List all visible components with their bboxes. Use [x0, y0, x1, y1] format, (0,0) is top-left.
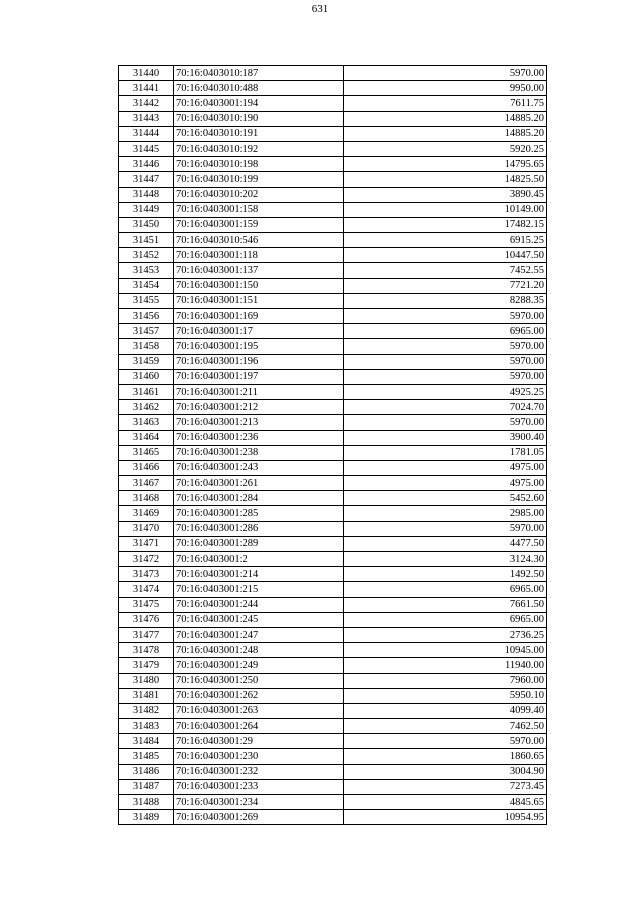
- row-number: 31443: [119, 111, 174, 126]
- value-cell: 4975.00: [344, 476, 547, 491]
- table-row: [119, 400, 547, 415]
- table-row: [119, 309, 547, 324]
- cadastral-number: 70:16:0403001:261: [174, 476, 344, 491]
- table-row: [119, 339, 547, 354]
- table-body: [119, 66, 547, 825]
- value-cell: 7661.50: [344, 597, 547, 612]
- table-row: [119, 172, 547, 187]
- table-row: [119, 460, 547, 475]
- table-row: [119, 506, 547, 521]
- cadastral-number: 70:16:0403001:118: [174, 248, 344, 263]
- cadastral-number: 70:16:0403001:233: [174, 779, 344, 794]
- cadastral-number: 70:16:0403001:29: [174, 734, 344, 749]
- cadastral-number: 70:16:0403001:284: [174, 491, 344, 506]
- table-row: [119, 734, 547, 749]
- value-cell: 1781.05: [344, 445, 547, 460]
- row-number: 31468: [119, 491, 174, 506]
- row-number: 31451: [119, 233, 174, 248]
- table-row: [119, 810, 547, 825]
- table-row: [119, 354, 547, 369]
- value-cell: 7960.00: [344, 673, 547, 688]
- value-cell: 4975.00: [344, 460, 547, 475]
- cadastral-number: 70:16:0403001:195: [174, 339, 344, 354]
- table-row: [119, 673, 547, 688]
- table-row: [119, 536, 547, 551]
- row-number: 31479: [119, 658, 174, 673]
- cadastral-number: 70:16:0403001:214: [174, 567, 344, 582]
- cadastral-number: 70:16:0403010:192: [174, 141, 344, 156]
- cadastral-number: 70:16:0403010:187: [174, 66, 344, 81]
- cadastral-number: 70:16:0403001:197: [174, 369, 344, 384]
- cadastral-number: 70:16:0403001:269: [174, 810, 344, 825]
- value-cell: 10945.00: [344, 643, 547, 658]
- value-cell: 3900.40: [344, 430, 547, 445]
- row-number: 31488: [119, 795, 174, 810]
- row-number: 31466: [119, 460, 174, 475]
- cadastral-number: 70:16:0403001:250: [174, 673, 344, 688]
- table-row: [119, 141, 547, 156]
- table-row: [119, 126, 547, 141]
- value-cell: 5970.00: [344, 66, 547, 81]
- value-cell: 5920.25: [344, 141, 547, 156]
- cadastral-number: 70:16:0403001:169: [174, 309, 344, 324]
- table-row: [119, 111, 547, 126]
- value-cell: 14885.20: [344, 111, 547, 126]
- table-row: [119, 430, 547, 445]
- table-row: [119, 324, 547, 339]
- cadastral-number: 70:16:0403001:230: [174, 749, 344, 764]
- row-number: 31452: [119, 248, 174, 263]
- cadastral-number: 70:16:0403001:245: [174, 612, 344, 627]
- cadastral-number: 70:16:0403001:289: [174, 536, 344, 551]
- table-row: [119, 688, 547, 703]
- table-row: [119, 248, 547, 263]
- cadastral-number: 70:16:0403001:286: [174, 521, 344, 536]
- value-cell: 7273.45: [344, 779, 547, 794]
- table-row: [119, 703, 547, 718]
- row-number: 31472: [119, 552, 174, 567]
- table-row: [119, 658, 547, 673]
- table-row: [119, 795, 547, 810]
- cadastral-number: 70:16:0403010:546: [174, 233, 344, 248]
- row-number: 31459: [119, 354, 174, 369]
- value-cell: 5970.00: [344, 339, 547, 354]
- row-number: 31460: [119, 369, 174, 384]
- cadastral-number: 70:16:0403001:263: [174, 703, 344, 718]
- row-number: 31458: [119, 339, 174, 354]
- table-row: [119, 384, 547, 399]
- row-number: 31474: [119, 582, 174, 597]
- cadastral-number: 70:16:0403001:196: [174, 354, 344, 369]
- value-cell: 3004.90: [344, 764, 547, 779]
- table-row: [119, 96, 547, 111]
- table-row: [119, 597, 547, 612]
- value-cell: 5452.60: [344, 491, 547, 506]
- value-cell: 7452.55: [344, 263, 547, 278]
- row-number: 31473: [119, 567, 174, 582]
- row-number: 31441: [119, 81, 174, 96]
- value-cell: 7462.50: [344, 719, 547, 734]
- table-row: [119, 567, 547, 582]
- row-number: 31454: [119, 278, 174, 293]
- value-cell: 9950.00: [344, 81, 547, 96]
- value-cell: 2985.00: [344, 506, 547, 521]
- value-cell: 14795.65: [344, 157, 547, 172]
- row-number: 31455: [119, 293, 174, 308]
- table-row: [119, 719, 547, 734]
- row-number: 31467: [119, 476, 174, 491]
- value-cell: 14885.20: [344, 126, 547, 141]
- table-row: [119, 627, 547, 642]
- cadastral-number: 70:16:0403001:150: [174, 278, 344, 293]
- table-row: [119, 157, 547, 172]
- value-cell: 5970.00: [344, 415, 547, 430]
- cadastral-number: 70:16:0403010:202: [174, 187, 344, 202]
- table-row: [119, 552, 547, 567]
- value-cell: 6915.25: [344, 233, 547, 248]
- row-number: 31444: [119, 126, 174, 141]
- row-number: 31465: [119, 445, 174, 460]
- row-number: 31457: [119, 324, 174, 339]
- table-row: [119, 476, 547, 491]
- value-cell: 5970.00: [344, 309, 547, 324]
- cadastral-number: 70:16:0403010:190: [174, 111, 344, 126]
- value-cell: 14825.50: [344, 172, 547, 187]
- table-row: [119, 81, 547, 96]
- value-cell: 10954.95: [344, 810, 547, 825]
- table-row: [119, 233, 547, 248]
- row-number: 31450: [119, 217, 174, 232]
- row-number: 31464: [119, 430, 174, 445]
- value-cell: 3124.30: [344, 552, 547, 567]
- row-number: 31471: [119, 536, 174, 551]
- value-cell: 5970.00: [344, 354, 547, 369]
- row-number: 31486: [119, 764, 174, 779]
- value-cell: 1860.65: [344, 749, 547, 764]
- cadastral-number: 70:16:0403001:232: [174, 764, 344, 779]
- row-number: 31448: [119, 187, 174, 202]
- cadastral-number: 70:16:0403001:158: [174, 202, 344, 217]
- cadastral-number: 70:16:0403001:236: [174, 430, 344, 445]
- value-cell: 7024.70: [344, 400, 547, 415]
- table-row: [119, 779, 547, 794]
- value-cell: 10149.00: [344, 202, 547, 217]
- row-number: 31476: [119, 612, 174, 627]
- cadastral-number: 70:16:0403010:198: [174, 157, 344, 172]
- row-number: 31456: [119, 309, 174, 324]
- value-cell: 10447.50: [344, 248, 547, 263]
- table-row: [119, 445, 547, 460]
- value-cell: 6965.00: [344, 582, 547, 597]
- row-number: 31484: [119, 734, 174, 749]
- row-number: 31442: [119, 96, 174, 111]
- row-number: 31462: [119, 400, 174, 415]
- cadastral-number: 70:16:0403010:488: [174, 81, 344, 96]
- row-number: 31483: [119, 719, 174, 734]
- row-number: 31485: [119, 749, 174, 764]
- table-row: [119, 293, 547, 308]
- cadastral-number: 70:16:0403001:247: [174, 627, 344, 642]
- cadastral-number: 70:16:0403001:151: [174, 293, 344, 308]
- row-number: 31470: [119, 521, 174, 536]
- value-cell: 11940.00: [344, 658, 547, 673]
- value-cell: 5950.10: [344, 688, 547, 703]
- row-number: 31475: [119, 597, 174, 612]
- row-number: 31480: [119, 673, 174, 688]
- cadastral-number: 70:16:0403001:2: [174, 552, 344, 567]
- row-number: 31481: [119, 688, 174, 703]
- table-row: [119, 202, 547, 217]
- value-cell: 6965.00: [344, 324, 547, 339]
- cadastral-number: 70:16:0403001:137: [174, 263, 344, 278]
- value-cell: 5970.00: [344, 521, 547, 536]
- table-row: [119, 749, 547, 764]
- table-row: [119, 66, 547, 81]
- cadastral-number: 70:16:0403001:211: [174, 384, 344, 399]
- row-number: 31469: [119, 506, 174, 521]
- page-number: 631: [311, 3, 329, 15]
- cadastral-number: 70:16:0403001:194: [174, 96, 344, 111]
- row-number: 31445: [119, 141, 174, 156]
- cadastral-number: 70:16:0403001:249: [174, 658, 344, 673]
- row-number: 31461: [119, 384, 174, 399]
- value-cell: 17482.15: [344, 217, 547, 232]
- cadastral-number: 70:16:0403001:264: [174, 719, 344, 734]
- cadastral-number: 70:16:0403001:285: [174, 506, 344, 521]
- cadastral-number: 70:16:0403001:248: [174, 643, 344, 658]
- row-number: 31482: [119, 703, 174, 718]
- cadastral-number: 70:16:0403001:244: [174, 597, 344, 612]
- cadastral-number: 70:16:0403010:199: [174, 172, 344, 187]
- cadastral-number: 70:16:0403001:212: [174, 400, 344, 415]
- row-number: 31453: [119, 263, 174, 278]
- value-cell: 4099.40: [344, 703, 547, 718]
- table-row: [119, 491, 547, 506]
- row-number: 31449: [119, 202, 174, 217]
- table-row: [119, 369, 547, 384]
- value-cell: 7721.20: [344, 278, 547, 293]
- value-cell: 7611.75: [344, 96, 547, 111]
- cadastral-number: 70:16:0403001:262: [174, 688, 344, 703]
- row-number: 31463: [119, 415, 174, 430]
- row-number: 31440: [119, 66, 174, 81]
- row-number: 31487: [119, 779, 174, 794]
- cadastral-number: 70:16:0403001:243: [174, 460, 344, 475]
- data-table: [118, 65, 547, 825]
- table-row: [119, 217, 547, 232]
- value-cell: 6965.00: [344, 612, 547, 627]
- cadastral-number: 70:16:0403001:238: [174, 445, 344, 460]
- value-cell: 5970.00: [344, 369, 547, 384]
- row-number: 31477: [119, 627, 174, 642]
- value-cell: 1492.50: [344, 567, 547, 582]
- value-cell: 4925.25: [344, 384, 547, 399]
- cadastral-number: 70:16:0403001:17: [174, 324, 344, 339]
- cadastral-number: 70:16:0403001:213: [174, 415, 344, 430]
- value-cell: 8288.35: [344, 293, 547, 308]
- value-cell: 4845.65: [344, 795, 547, 810]
- row-number: 31478: [119, 643, 174, 658]
- table-row: [119, 643, 547, 658]
- table-row: [119, 612, 547, 627]
- row-number: 31447: [119, 172, 174, 187]
- value-cell: 3890.45: [344, 187, 547, 202]
- cadastral-number: 70:16:0403001:159: [174, 217, 344, 232]
- table-row: [119, 278, 547, 293]
- value-cell: 2736.25: [344, 627, 547, 642]
- row-number: 31446: [119, 157, 174, 172]
- value-cell: 4477.50: [344, 536, 547, 551]
- cadastral-number: 70:16:0403001:234: [174, 795, 344, 810]
- table-row: [119, 521, 547, 536]
- table-row: [119, 263, 547, 278]
- table-row: [119, 582, 547, 597]
- row-number: 31489: [119, 810, 174, 825]
- cadastral-number: 70:16:0403010:191: [174, 126, 344, 141]
- value-cell: 5970.00: [344, 734, 547, 749]
- table-row: [119, 764, 547, 779]
- table-row: [119, 187, 547, 202]
- cadastral-number: 70:16:0403001:215: [174, 582, 344, 597]
- table-row: [119, 415, 547, 430]
